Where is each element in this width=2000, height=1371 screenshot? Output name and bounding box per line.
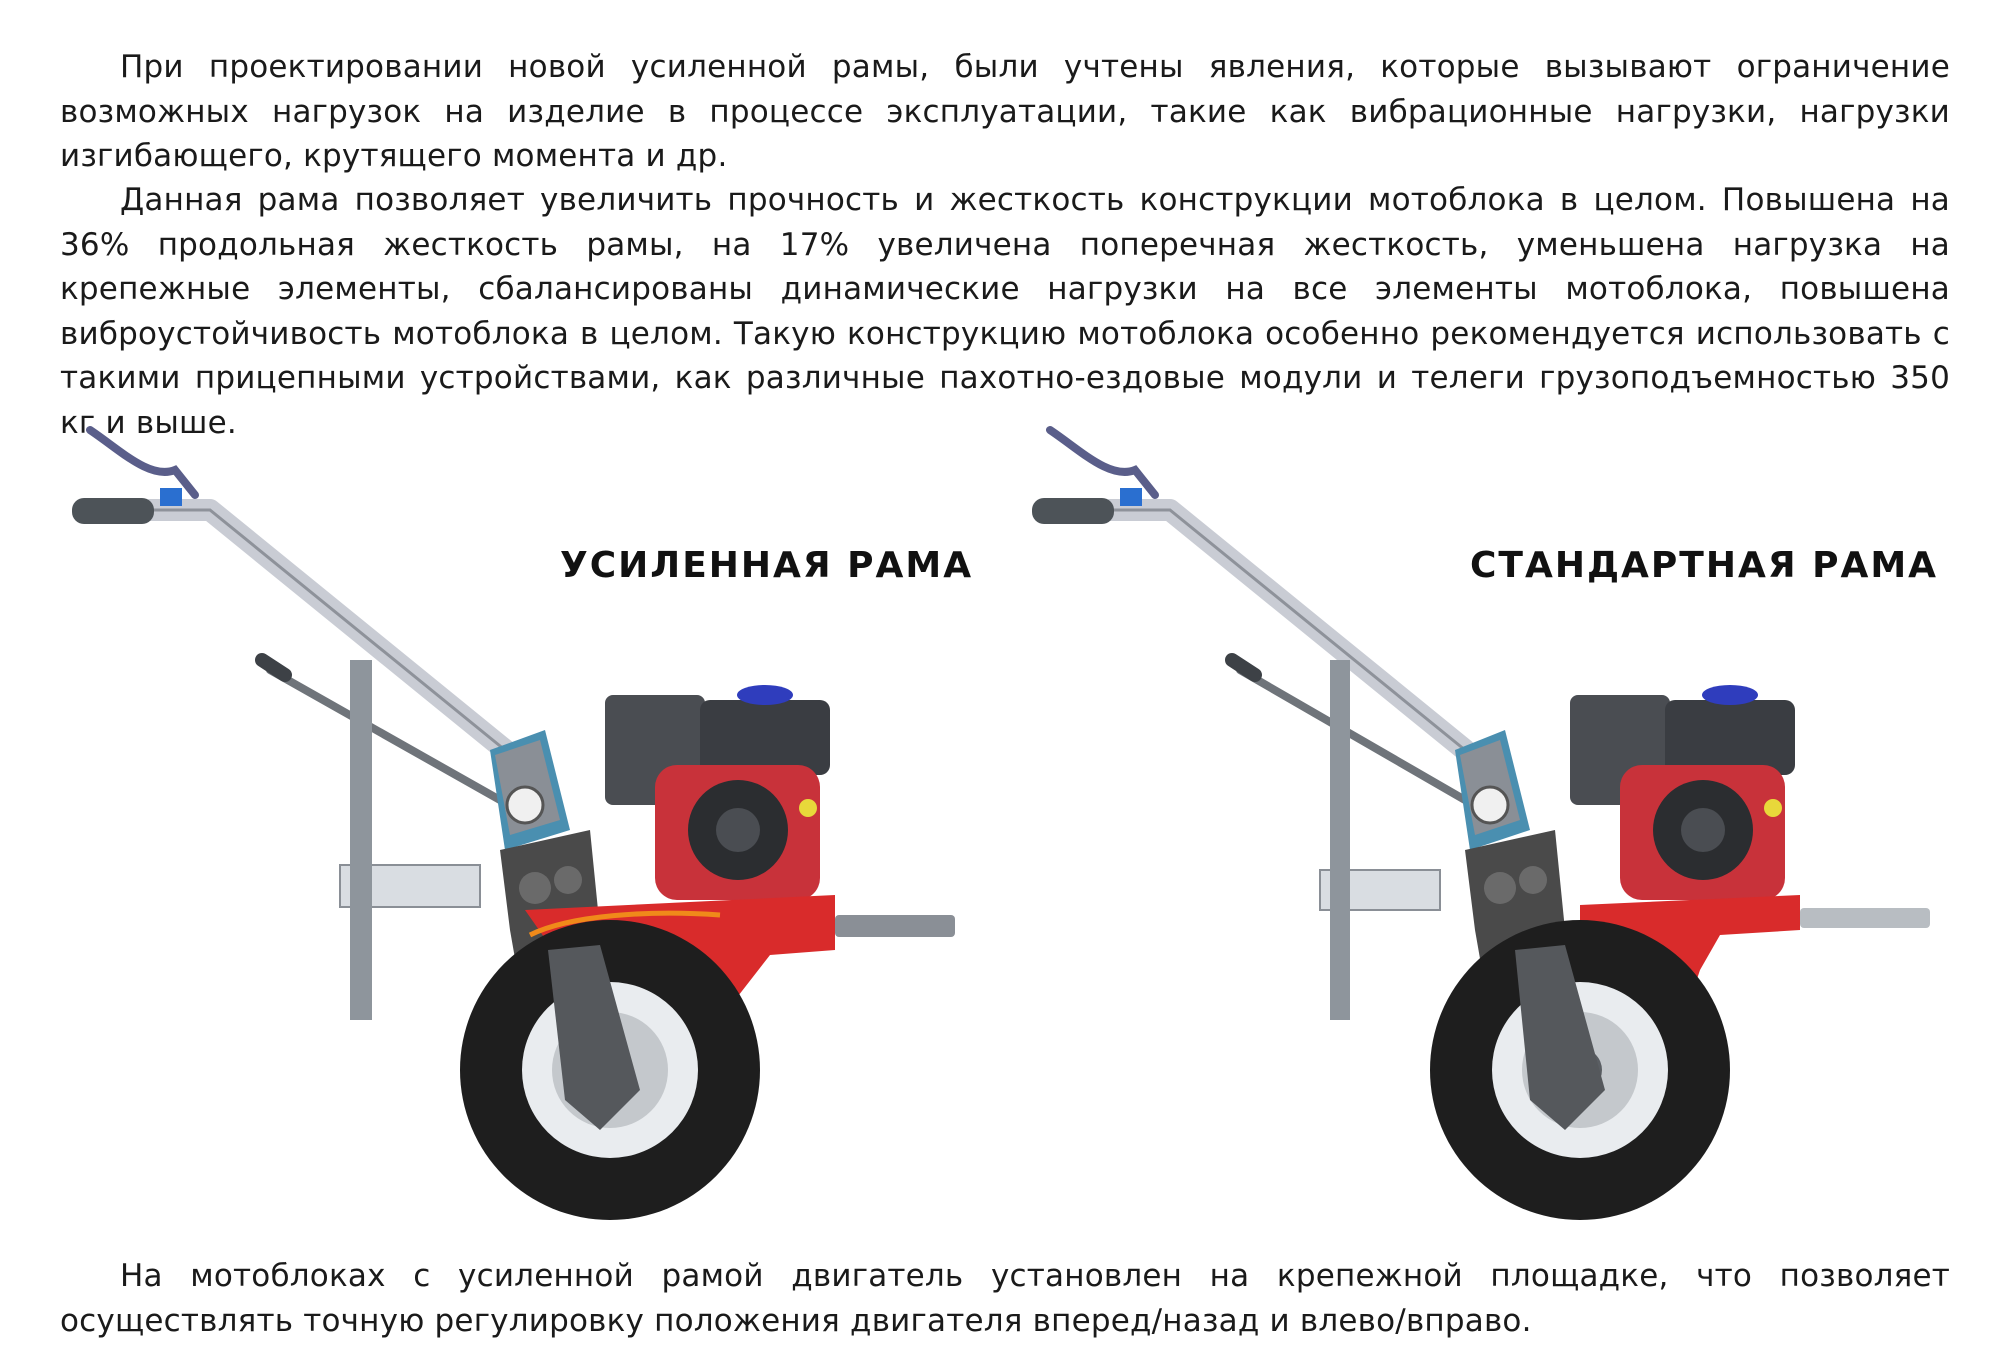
handlebar — [1032, 430, 1465, 750]
reinforced-frame-tiller-illustration — [0, 410, 1000, 1250]
standard-frame-label: СТАНДАРТНАЯ РАМА — [1470, 545, 1939, 586]
engine — [605, 685, 830, 900]
standard-frame-tiller-illustration — [1000, 410, 2000, 1250]
control-rod — [270, 670, 500, 800]
stiffness-paragraph: Данная рама позволяет увеличить прочность и жесткость конструкции мотоблока в целом. Повышена на 36% продольная жесткость рамы, на 17% увеличена поперечная жесткость, уменьшена нагрузка на крепежные элементы, сбалансированы динамические нагрузки на все элементы мотоблока, повышена виброустойчивость мотоблока в целом. Такую конструкцию мотоблока особенно рекомендуется использовать с такими прицепными устройствами, как различные пахотно-ездовые модули и телеги грузоподъемностью 350 кг и выше. — [60, 182, 1950, 441]
reinforced-frame-label: УСИЛЕННАЯ РАМА — [560, 545, 974, 586]
intro-paragraph: При проектировании новой усиленной рамы, были учтены явления, которые вызывают ограничение возможных нагрузок на изделие в процессе эксплуатации, такие как вибрационные нагрузки, нагрузки изгибающего, крутящего момента и др. — [60, 49, 1950, 174]
engine — [1570, 685, 1795, 900]
engine-mount-paragraph: На мотоблоках с усиленной рамой двигатель установлен на крепежной площадке, что позволяет осуществлять точную регулировку положения двигателя вперед/назад и влево/вправо. — [60, 1258, 1950, 1339]
handlebar — [72, 430, 505, 750]
